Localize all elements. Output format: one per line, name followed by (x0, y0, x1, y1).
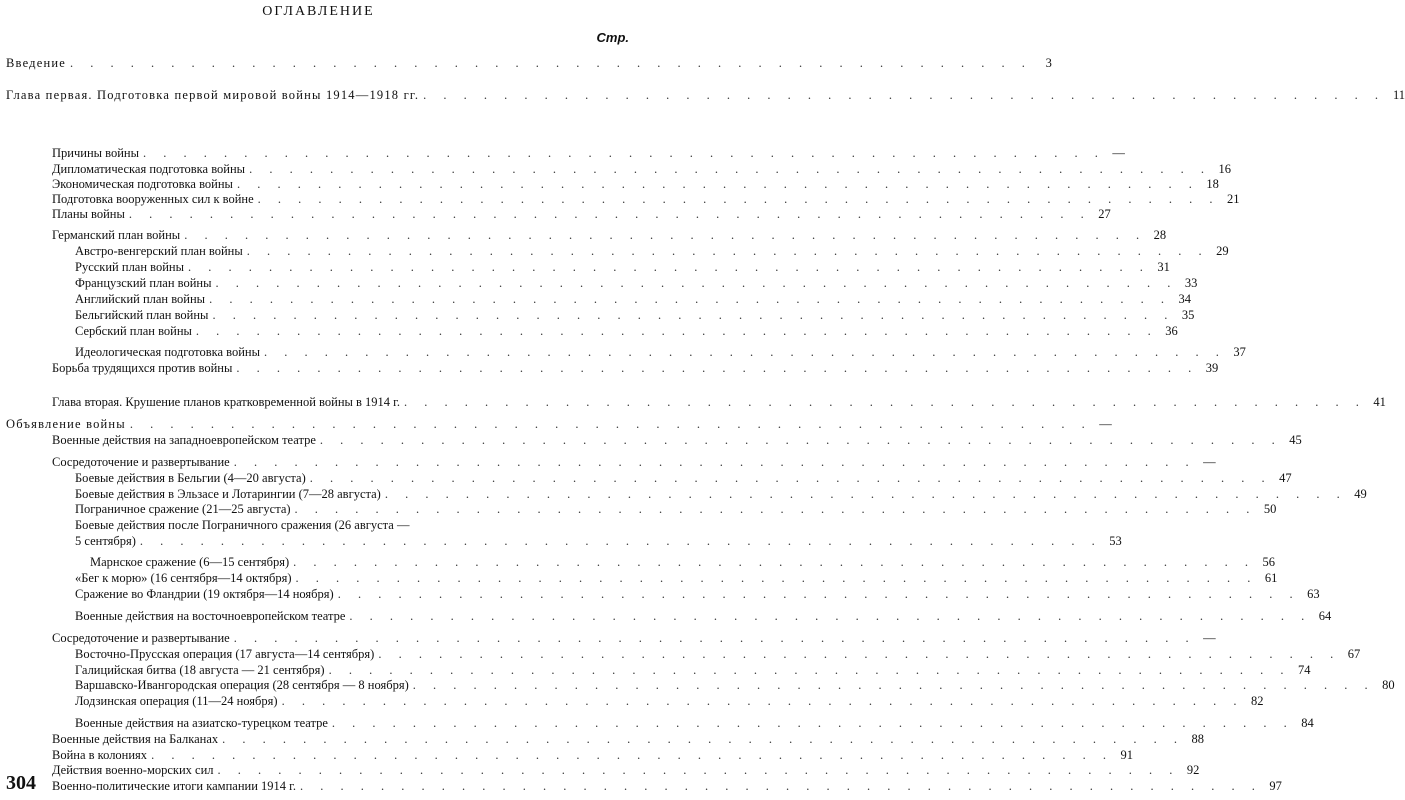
toc-page-number: 56 (1262, 555, 1276, 569)
toc-page-number: — (1203, 631, 1216, 645)
toc-entry-title: Причины войны (52, 146, 139, 160)
dot-leader: . . . . . . . . . . . . . . . . . . . . . . . . . . . . . . . . . . . . . . . . . . . . . . . . (215, 276, 1178, 290)
toc-page-number: 35 (1181, 308, 1195, 322)
toc-entry (75, 244, 1229, 259)
toc-page-number: 37 (1233, 345, 1246, 359)
dot-leader: . . . . . . . . . . . . . . . . . . . . . . . . . . . . . . . . . . . . . . . . . . . . . . . . (264, 345, 1226, 359)
dot-leader: . . . . . . . . . . . . . . . . . . . . . . . . . . . . . . . . . . . . . . . . . . . . . . . . (209, 292, 1171, 306)
toc-chapter-entry (6, 56, 1052, 71)
toc-page-number: 82 (1250, 694, 1264, 708)
toc-page-number: 92 (1186, 763, 1200, 777)
toc-entry (75, 276, 1198, 291)
toc-page-number: 31 (1157, 260, 1170, 274)
dot-leader: . . . . . . . . . . . . . . . . . . . . . . . . . . . . . . . . . . . . . . . . . . . . . . . . (143, 146, 1105, 160)
toc-entry (52, 177, 1219, 192)
toc-entry (75, 345, 1246, 360)
toc-chapter-entry (6, 417, 1112, 432)
dot-leader: . . . . . . . . . . . . . . . . . . . . . . . . . . . . . . . . . . . . . . . . . . . . . . . . (412, 678, 1375, 692)
toc-entry (75, 716, 1314, 731)
dot-leader: . . . . . . . . . . . . . . . . . . . . . . . . . . . . . . . . . . . . . . . . . . . . . . . . (349, 609, 1312, 623)
toc-entry (75, 663, 1311, 678)
toc-page-number: 97 (1269, 779, 1282, 793)
dot-leader: . . . . . . . . . . . . . . . . . . . . . . . . . . . . . . . . . . . . . . . . . . . . . . . . (212, 308, 1175, 322)
toc-entry (52, 779, 1282, 794)
toc-entry (75, 587, 1320, 602)
toc-page-number: 50 (1263, 502, 1277, 516)
toc-entry (75, 308, 1195, 323)
dot-leader: . . . . . . . . . . . . . . . . . . . . . . . . . . . . . . . . . . . . . . . . . . . . . . . . (217, 763, 1180, 777)
dot-leader: . . . . . . . . . . . . . . . . . . . . . . . . . . . . . . . . . . . . . . . . . . . . . . . . (129, 417, 1092, 431)
toc-page-number: 47 (1279, 471, 1292, 485)
toc-page-number: 80 (1382, 678, 1395, 692)
toc-entry-title: Боевые действия в Эльзасе и Лотарингии (7—28 августа) (75, 487, 381, 501)
toc-entry (90, 555, 1276, 570)
toc-page-number: 18 (1206, 177, 1219, 191)
toc-entry-title: Лодзинская операция (11—24 ноября) (75, 694, 278, 708)
dot-leader: . . . . . . . . . . . . . . . . . . . . . . . . . . . . . . . . . . . . . . . . . . . . . . . . (128, 207, 1091, 221)
toc-entry-title: Военные действия на западноевропейском театре (52, 433, 316, 447)
toc-page-number: 74 (1297, 663, 1311, 677)
toc-entry-title: Германский план войны (52, 228, 181, 242)
dot-leader: . . . . . . . . . . . . . . . . . . . . . . . . . . . . . . . . . . . . . . . . . . . . . . . . (299, 779, 1262, 793)
dot-leader: . . . . . . . . . . . . . . . . . . . . . . . . . . . . . . . . . . . . . . . . . . . . . . . . (188, 260, 1150, 274)
toc-entry-title: Австро-венгерский план войны (75, 244, 243, 258)
toc-entry-title: Восточно-Прусская операция (17 августа—14 сентября) (75, 647, 375, 661)
toc-page-number: 3 (1045, 56, 1052, 70)
toc-entry (75, 471, 1292, 486)
toc-page-number: 36 (1165, 324, 1178, 338)
toc-entry (52, 395, 1386, 410)
toc-entry-title: Введение (6, 56, 66, 70)
toc-entry-title: Экономическая подготовка войны (52, 177, 233, 191)
dot-leader: . . . . . . . . . . . . . . . . . . . . . . . . . . . . . . . . . . . . . . . . . . . . . . . . (337, 587, 1300, 601)
toc-chapter-entry (6, 88, 1405, 103)
toc-entry (52, 192, 1240, 207)
toc-entry-title: Глава первая. Подготовка первой мировой войны 1914—1918 гг. (6, 88, 420, 102)
toc-page-number: 11 (1392, 88, 1405, 102)
toc-entry (75, 534, 1122, 549)
toc-entry (52, 228, 1167, 243)
toc-entry (75, 324, 1178, 339)
toc-entry-title: Боевые действия после Пограничного сражения (26 августа — (75, 518, 410, 532)
toc-entry (75, 502, 1277, 517)
toc-entry-title: Французский план войны (75, 276, 212, 290)
toc-page-number: 88 (1191, 732, 1205, 746)
toc-entry-title: Пограничное сражение (21—25 августа) (75, 502, 291, 516)
toc-entry-title: Объявление войны (6, 417, 126, 431)
toc-page-number: 33 (1184, 276, 1198, 290)
toc-entry-title: Военно-политические итоги кампании 1914 г. (52, 779, 296, 793)
toc-entry (75, 571, 1278, 586)
toc-page-number: 29 (1216, 244, 1229, 258)
dot-leader: . . . . . . . . . . . . . . . . . . . . . . . . . . . . . . . . . . . . . . . . . . . . . . . . (246, 244, 1209, 258)
dot-leader: . . . . . . . . . . . . . . . . . . . . . . . . . . . . . . . . . . . . . . . . . . . . . . . . (184, 228, 1147, 242)
toc-page-number: 64 (1318, 609, 1332, 623)
toc-entry (75, 260, 1170, 275)
dot-leader: . . . . . . . . . . . . . . . . . . . . . . . . . . . . . . . . . . . . . . . . . . . . . . . . (384, 487, 1347, 501)
toc-page-number: 28 (1153, 228, 1167, 242)
toc-entry-title: Сербский план войны (75, 324, 192, 338)
toc-entry-title: Бельгийский план войны (75, 308, 209, 322)
page-folio: 304 (6, 772, 36, 794)
toc-entry-title: Военные действия на азиатско-турецком театре (75, 716, 328, 730)
toc-entry-title: Война в колониях (52, 748, 148, 762)
toc-entry-title: Варшавско-Ивангородская операция (28 сентября — 8 ноября) (75, 678, 409, 692)
toc-entry (52, 146, 1125, 161)
dot-leader: . . . . . . . . . . . . . . . . . . . . . . . . . . . . . . . . . . . . . . . . . . . . . . . . (151, 748, 1113, 762)
toc-entry (52, 631, 1216, 646)
dot-leader: . . . . . . . . . . . . . . . . . . . . . . . . . . . . . . . . . . . . . . . . . . . . . . . . (294, 502, 1257, 516)
dot-leader: . . . . . . . . . . . . . . . . . . . . . . . . . . . . . . . . . . . . . . . . . . . . . . . . (257, 192, 1220, 206)
toc-entry-title: «Бег к морю» (16 сентября—14 октября) (75, 571, 292, 585)
toc-entry (52, 361, 1219, 376)
toc-page-number: 45 (1289, 433, 1302, 447)
toc-entry (75, 609, 1332, 624)
dot-leader: . . . . . . . . . . . . . . . . . . . . . . . . . . . . . . . . . . . . . . . . . . . . . . . . (281, 694, 1244, 708)
toc-page-number: 91 (1120, 748, 1133, 762)
toc-entry (52, 162, 1231, 177)
dot-leader: . . . . . . . . . . . . . . . . . . . . . . . . . . . . . . . . . . . . . . . . . . . . . . . . (328, 663, 1291, 677)
dot-leader: . . . . . . . . . . . . . . . . . . . . . . . . . . . . . . . . . . . . . . . . . . . . . . . . (295, 571, 1258, 585)
toc-entry-title: Сражение во Фландрии (19 октября—14 ноября) (75, 587, 334, 601)
dot-leader: . . . . . . . . . . . . . . . . . . . . . . . . . . . . . . . . . . . . . . . . . . . . . . . . (233, 631, 1196, 645)
toc-page-number: — (1112, 146, 1125, 160)
toc-entry (52, 207, 1111, 222)
toc-page-number: 39 (1205, 361, 1219, 375)
toc-entry-title: Идеологическая подготовка войны (75, 345, 261, 359)
toc-page-number: — (1099, 417, 1112, 431)
dot-leader: . . . . . . . . . . . . . . . . . . . . . . . . . . . . . . . . . . . . . . . . . . . . . . . . (423, 88, 1386, 102)
toc-page-number: 49 (1354, 487, 1367, 501)
dot-leader: . . . . . . . . . . . . . . . . . . . . . . . . . . . . . . . . . . . . . . . . . . . . . . . . (331, 716, 1294, 730)
toc-page-number: — (1203, 455, 1216, 469)
toc-entry-title: Галицийская битва (18 августа — 21 сентября) (75, 663, 325, 677)
toc-entry (52, 763, 1200, 778)
dot-leader: . . . . . . . . . . . . . . . . . . . . . . . . . . . . . . . . . . . . . . . . . . . . . . . . (249, 162, 1211, 176)
toc-page-number: 67 (1347, 647, 1361, 661)
toc-page-number: 53 (1109, 534, 1122, 548)
toc-entry-title: Марнское сражение (6—15 сентября) (90, 555, 290, 569)
toc-entry-title: Действия военно-морских сил (52, 763, 214, 777)
toc-page-number: 61 (1264, 571, 1278, 585)
dot-leader: . . . . . . . . . . . . . . . . . . . . . . . . . . . . . . . . . . . . . . . . . . . . . . . . (195, 324, 1158, 338)
toc-entry-title: Боевые действия в Бельгии (4—20 августа) (75, 471, 306, 485)
toc-entry (75, 694, 1264, 709)
dot-leader: . . . . . . . . . . . . . . . . . . . . . . . . . . . . . . . . . . . . . . . . . . . . . . . . (293, 555, 1256, 569)
toc-entry (52, 455, 1216, 470)
toc-entry (52, 732, 1205, 747)
toc-entry-title: Дипломатическая подготовка войны (52, 162, 246, 176)
dot-leader: . . . . . . . . . . . . . . . . . . . . . . . . . . . . . . . . . . . . . . . . . . . . . . . . (139, 534, 1102, 548)
toc-entry-title: Сосредоточение и развертывание (52, 455, 230, 469)
toc-entry (75, 292, 1191, 307)
dot-leader: . . . . . . . . . . . . . . . . . . . . . . . . . . . . . . . . . . . . . . . . . . . . . . . . (236, 177, 1199, 191)
toc-entry (75, 678, 1395, 693)
toc-entry (52, 748, 1133, 763)
toc-page-number: 16 (1218, 162, 1231, 176)
toc-entry (75, 487, 1367, 502)
toc-entry-title: Английский план войны (75, 292, 206, 306)
toc-entry-title: Сосредоточение и развертывание (52, 631, 230, 645)
toc-entry-title: Планы войны (52, 207, 125, 221)
toc-entry-title: 5 сентября) (75, 534, 136, 548)
toc-title: ОГЛАВЛЕНИЕ (262, 4, 375, 19)
dot-leader: . . . . . . . . . . . . . . . . . . . . . . . . . . . . . . . . . . . . . . . . . . . . . . . . (309, 471, 1272, 485)
toc-page-number: 41 (1373, 395, 1386, 409)
toc-page-number: 84 (1301, 716, 1314, 730)
toc-page-number: 27 (1098, 207, 1111, 221)
toc-page-number: 21 (1227, 192, 1240, 206)
dot-leader: . . . . . . . . . . . . . . . . . . . . . . . . . . . . . . . . . . . . . . . . . . . . . . . . (70, 56, 1032, 70)
toc-entry-title: Подготовка вооруженных сил к войне (52, 192, 254, 206)
toc-entry (75, 647, 1361, 662)
dot-leader: . . . . . . . . . . . . . . . . . . . . . . . . . . . . . . . . . . . . . . . . . . . . . . . . (233, 455, 1196, 469)
dot-leader: . . . . . . . . . . . . . . . . . . . . . . . . . . . . . . . . . . . . . . . . . . . . . . . . (404, 395, 1366, 409)
toc-entry (75, 518, 631, 533)
toc-entry-title: Глава вторая. Крушение планов кратковременной войны в 1914 г. (52, 395, 401, 409)
dot-leader: . . . . . . . . . . . . . . . . . . . . . . . . . . . . . . . . . . . . . . . . . . . . . . . . (319, 433, 1282, 447)
dot-leader: . . . . . . . . . . . . . . . . . . . . . . . . . . . . . . . . . . . . . . . . . . . . . . . . (236, 361, 1199, 375)
toc-page-number: 63 (1307, 587, 1320, 601)
dot-leader: . . . . . . . . . . . . . . . . . . . . . . . . . . . . . . . . . . . . . . . . . . . . . . . . (222, 732, 1185, 746)
toc-entry-title: Борьба трудящихся против войны (52, 361, 233, 375)
toc-entry-title: Военные действия на восточноевропейском театре (75, 609, 346, 623)
toc-entry-title: Русский план войны (75, 260, 185, 274)
page-column-label: Стр. (596, 30, 629, 45)
toc-page-number: 34 (1178, 292, 1191, 306)
toc-entry (52, 433, 1302, 448)
toc-entry-title: Военные действия на Балканах (52, 732, 219, 746)
dot-leader: . . . . . . . . . . . . . . . . . . . . . . . . . . . . . . . . . . . . . . . . . . . . . . . . (378, 647, 1341, 661)
